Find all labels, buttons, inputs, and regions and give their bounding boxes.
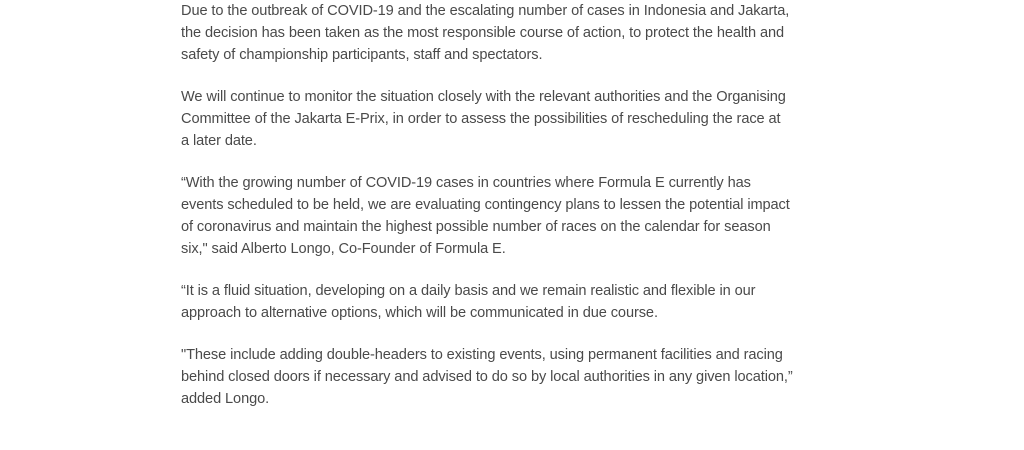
paragraph-monitoring: We will continue to monitor the situation closely with the relevant authorities and the Organising Committee of the Jakarta E-Prix, in order to assess the possibilities of rescheduling the race at a later date. xyxy=(181,89,786,149)
paragraph-double-headers: "These include adding double-headers to existing events, using permanent facilities and racing behind closed doors if necessary and advised to do so by local authorities in any given location,” added Longo. xyxy=(181,347,793,407)
paragraph-covid-decision: Due to the outbreak of COVID-19 and the escalating number of cases in Indonesia and Jakarta, the decision has been taken as the most responsible course of action, to protect the health and safety of championship participants, staff and spectators. xyxy=(181,3,790,63)
paragraph-fluid-situation: “It is a fluid situation, developing on a daily basis and we remain realistic and flexible in our approach to alternative options, which will be communicated in due course. xyxy=(181,283,756,321)
article-body xyxy=(181,0,851,430)
paragraph-longo-quote: “With the growing number of COVID-19 cases in countries where Formula E currently has events scheduled to be held, we are evaluating contingency plans to lessen the potential impact of coronavirus and maintain the highest possible number of races on the calendar for season six," said Alberto Longo, Co-Founder of Formula E. xyxy=(181,175,790,257)
